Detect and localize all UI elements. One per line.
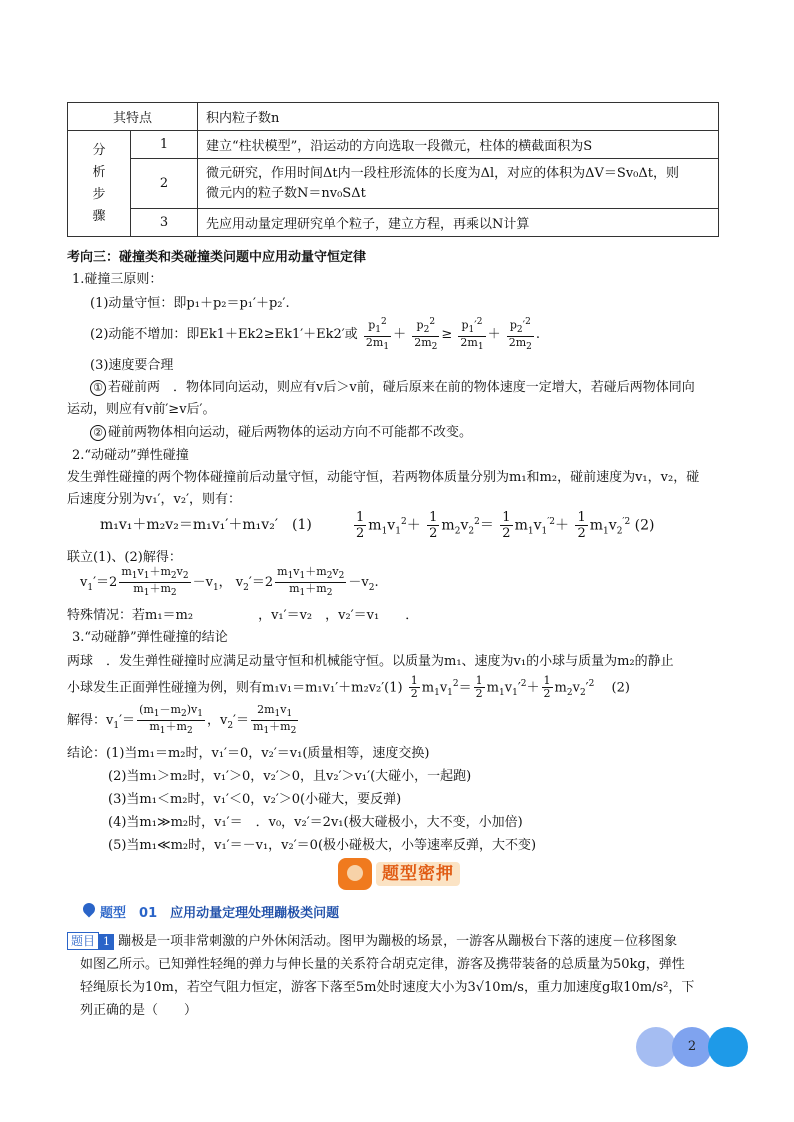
static-line1: 两球 ．发生弹性碰撞时应满足动量守恒和机械能守恒。以质量为m₁、速度为v₁的小球与质量为m₂的静止 <box>67 654 674 669</box>
page-number: 2 <box>687 1039 697 1054</box>
fraction: $\frac{p_1^2}{2m_1}$ <box>365 317 390 353</box>
elastic-line1: 发生弹性碰撞的两个物体碰撞前后动量守恒，动能守恒，若两物体质量分别为m₁和m₂，碰前速度为v₁，v₂，碰 <box>67 470 700 485</box>
question-line2: 如图乙所示。已知弹性轻绳的弹力与伸长量的关系符合胡克定律，游客及携带装备的总质量为50kg，弹性 <box>80 957 685 972</box>
rule-momentum: (1)动量守恒：即p₁＋p₂＝p₁′＋p₂′. <box>90 296 290 311</box>
fraction: $\frac{1}{2}$ <box>356 510 365 542</box>
fraction: $\frac{1}{2}$ <box>543 674 551 701</box>
case-1-line2: 运动，则应有v前′≥v后′。 <box>67 402 216 417</box>
fraction: $\frac{m_1v_1+m_2v_2}{m_1+m_2}$ <box>277 565 345 599</box>
fraction: $\frac{p_2'^2}{2m_2}$ <box>508 317 532 353</box>
equation-energy: $\frac{1}{2}$ $m_1v_1^2+$ $\frac{1}{2}$ $m_2v_2^2=$ $\frac{1}{2}$ $m_1v_1^{'2}+$ $\frac{1}{2}$ $m_1v_2^{'2}$ (2) <box>356 510 655 542</box>
solution-formula: $v_1'=2$ $\frac{m_1v_1+m_2v_2}{m_1+m_2}$ $-v_1$， $v_2'=2$ $\frac{m_1v_1+m_2v_2}{m_1+m_2}$ $-v_2$. <box>80 565 379 599</box>
table-header-left: 其特点 <box>68 103 198 131</box>
fraction: $\frac{2m_1v_1}{m_1+m_2}$ <box>253 703 297 737</box>
fraction: $\frac{p_1'^2}{2m_1}$ <box>460 317 484 353</box>
fraction: $\frac{1}{2}$ <box>429 510 438 542</box>
fraction: $\frac{1}{2}$ <box>475 674 483 701</box>
conclusion-2: (2)当m₁＞m₂时，v₁′＞0，v₂′＞0，且v₂′＞v₁′(大碰小，一起跑) <box>108 769 472 784</box>
table-text-3: 先应用动量定理研究单个粒子，建立方程，再乘以N计算 <box>198 209 719 237</box>
conclusion-1: 结论：(1)当m₁＝m₂时，v₁′＝0，v₂′＝v₁(质量相等，速度交换) <box>67 746 430 761</box>
circled-number: ① <box>90 380 106 396</box>
question-number: 1 <box>99 934 114 950</box>
table-text-1: 建立“柱状模型”，沿运动的方向选取一段微元，柱体的横截面积为S <box>198 131 719 159</box>
question-line4: 列正确的是（ ） <box>80 1003 198 1018</box>
table-header-right: 积内粒子数n <box>198 103 719 131</box>
question-line3: 轻绳原长为10m，若空气阻力恒定，游客下落至5m处时速度大小为3√10m/s，重力加速度g取10m/s²，下 <box>80 980 695 995</box>
table-text-2: 微元研究，作用时间Δt内一段柱形流体的长度为Δl，对应的体积为ΔV＝Sv₀Δt，则 微元内的粒子数N＝nv₀SΔt <box>198 159 719 209</box>
banner-label: 题型密押 <box>376 862 460 886</box>
circled-number: ② <box>90 425 106 441</box>
section-title: 考向三：碰撞类和类碰撞类问题中应用动量守恒定律 <box>67 250 367 265</box>
table-step-2: 2 <box>131 159 198 209</box>
feature-table <box>67 102 719 237</box>
static-solution: 解得：$v_1'=$ $\frac{(m_1-m_2)v_1}{m_1+m_2}$ ，$v_2'=$ $\frac{2m_1v_1}{m_1+m_2}$ <box>67 703 297 737</box>
table-step-3: 3 <box>131 209 198 237</box>
fraction: $\frac{p_2^2}{2m_2}$ <box>414 317 438 353</box>
equation-momentum: m₁v₁＋m₂v₂＝m₁v₁′＋m₁v₂′ (1) <box>100 517 312 533</box>
special-case: 特殊情况：若m₁＝m₂ ，v₁′＝v₂ ，v₂′＝v₁ ． <box>67 608 419 623</box>
conclusion-4: (4)当m₁≫m₂时，v₁′＝ ．v₀，v₂′＝2v₁(极大碰极小，大不变，小加倍) <box>108 815 523 830</box>
static-heading: 3.“动碰静”弹性碰撞的结论 <box>72 630 228 645</box>
question-line1: 题目 1 蹦极是一项非常刺激的户外休闲活动。图甲为蹦极的场景，一游客从蹦极台下落的速度－位移图象 <box>67 930 677 950</box>
conclusion-3: (3)当m₁＜m₂时，v₁′＜0，v₂′＞0(小碰大，要反弹) <box>108 792 402 807</box>
case-2-line: ② 碰前两物体相向运动，碰后两物体的运动方向不可能都不改变。 <box>90 421 472 441</box>
fraction: $\frac{1}{2}$ <box>502 510 511 542</box>
rule-heading: 1.碰撞三原则： <box>72 272 163 287</box>
elastic-heading: 2.“动碰动”弹性碰撞 <box>72 448 189 463</box>
case-1-line1: ① 若碰前两 ．物体同向运动，则应有v后＞v前，碰后原来在前的物体速度一定增大，若碰后两物体同向 <box>90 376 695 396</box>
fraction: $\frac{m_1v_1+m_2v_2}{m_1+m_2}$ <box>121 565 189 599</box>
fraction: $\frac{1}{2}$ <box>410 674 418 701</box>
topic-heading: 题型 01 应用动量定理处理蹦极类问题 <box>100 906 340 921</box>
table-step-1: 1 <box>131 131 198 159</box>
teacher-avatar-icon <box>338 858 372 890</box>
rule-energy: (2)动能不增加：即Ek1＋Ek2≥Ek1′＋Ek2′或 $\frac{p_1^2}{2m_1}$ ＋ $\frac{p_2^2}{2m_2}$ ≥ $\frac{p_1'^2}{2m_1}$ ＋ $\frac{p_2'^2}{2m_2}$ . <box>90 317 541 353</box>
rule-velocity: (3)速度要合理 <box>90 358 174 373</box>
conclusion-5: (5)当m₁≪m₂时，v₁′＝－v₁，v₂′＝0(极小碰极大，小等速率反弹，大不变) <box>108 838 537 853</box>
section-banner <box>338 858 462 890</box>
elastic-line2: 后速度分别为v₁′，v₂′，则有： <box>67 492 242 507</box>
static-line2: 小球发生正面弹性碰撞为例，则有m₁v₁＝m₁v₁′＋m₂v₂′(1) $\frac{1}{2}$ $m_1v_1^2=$ $\frac{1}{2}$ $m_1v_1'^2+$ $\frac{1}{2}$ $m_2v_2'^2$ (2) <box>67 674 630 701</box>
question-tag: 题目 <box>67 932 99 950</box>
fraction: $\frac{1}{2}$ <box>577 510 586 542</box>
table-side-label: 分 析 步 骤 <box>68 131 131 237</box>
page-number-badge <box>636 1027 750 1067</box>
fraction: $\frac{(m_1-m_2)v_1}{m_1+m_2}$ <box>139 703 203 737</box>
joint-solve: 联立(1)、(2)解得： <box>67 550 182 565</box>
pin-icon <box>81 901 98 918</box>
